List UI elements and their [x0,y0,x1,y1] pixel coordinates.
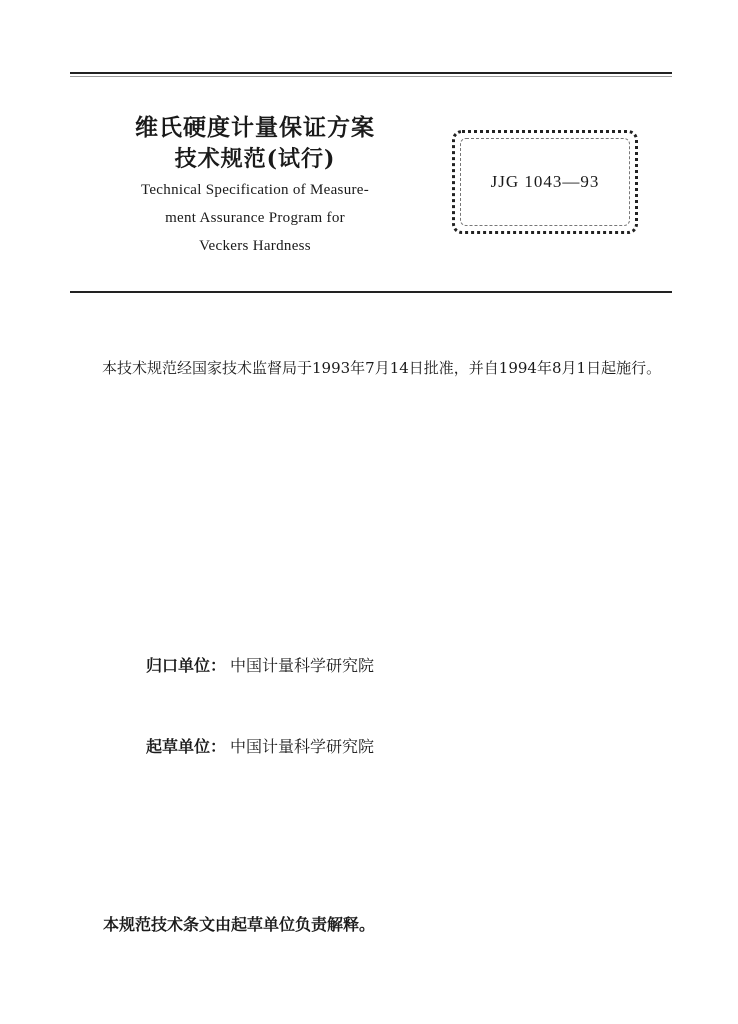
title-en-line3: Veckers Hardness [199,238,311,254]
top-rule [70,72,672,74]
title-en [70,176,440,260]
approval-statement: 本技术规范经国家技术监督局于1993年7月14日批准，并自1994年8月1日起施行。 [102,359,662,377]
drafting-unit-label: 起草单位： [146,737,227,756]
drafting-unit-value: 中国计量科学研究院 [230,737,375,756]
drafting-unit [146,734,374,757]
bottom-rule [70,291,672,293]
responsible-unit-label: 归口单位： [146,656,227,675]
title-en-line2: ment Assurance Program for [165,210,345,226]
title-en-line1: Technical Specification of Measure- [140,182,370,198]
title-cn-line1: 维氏硬度计量保证方案 [135,114,375,141]
responsible-unit-value: 中国计量科学研究院 [230,656,375,675]
standard-code: JJG 1043—93 [490,172,600,191]
responsible-unit [146,653,374,676]
interpretation-note: 本规范技术条文由起草单位负责解释。 [103,915,376,934]
title-cn-line2: 技术规范(试行) [174,146,336,172]
title-block [70,112,440,260]
standard-code-box [452,130,638,234]
top-rule-thin [70,76,672,77]
